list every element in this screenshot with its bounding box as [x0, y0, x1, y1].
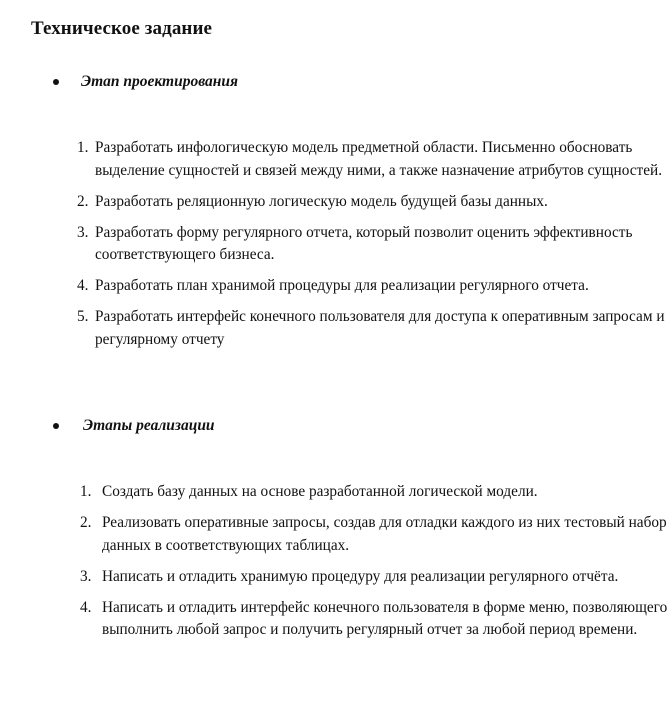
item-text: Написать и отладить интерфейс конечного пользователя в форме меню, позволяющего выполнить любой запрос и получить регулярный отчет за любой период времени.: [102, 598, 668, 638]
section-label: Этапы реализации: [83, 417, 215, 434]
item-number: 2.: [80, 514, 92, 531]
item-text: Написать и отладить хранимую процедуру для реализации регулярного отчёта.: [102, 567, 619, 585]
item-number: 4.: [77, 277, 89, 294]
list-item: [0, 481, 672, 504]
bullet-icon: [53, 79, 59, 85]
item-text: Создать базу данных на основе разработанной логической модели.: [102, 483, 538, 500]
list-item: [0, 512, 672, 557]
bullet-icon: [53, 423, 59, 429]
item-text: Реализовать оперативные запросы, создав для отладки каждого из них тестовый набор данных в соответствующих таблицах.: [102, 514, 667, 554]
item-number: 3.: [77, 223, 89, 241]
list-item: [0, 306, 672, 351]
item-text: Разработать интерфейс конечного пользователя для доступа к оперативным запросам и регулярному отчету: [95, 308, 665, 348]
section-label: Этап проектирования: [81, 73, 238, 90]
section-heading-implementation: [0, 416, 672, 440]
item-number: 3.: [80, 567, 92, 585]
list-item: [0, 275, 672, 298]
item-number: 1.: [80, 483, 92, 500]
item-text: Разработать инфологическую модель предметной области. Письменно обосновать выделение сущностей и связей между ними, а также назначение атрибутов сущностей.: [95, 139, 663, 179]
item-text: Разработать реляционную логическую модель будущей базы данных.: [95, 192, 548, 210]
list-item: [0, 137, 672, 182]
design-steps-list: [0, 137, 672, 360]
list-item: [0, 566, 672, 589]
list-item: [0, 222, 672, 267]
item-number: 4.: [80, 598, 92, 616]
item-text: Разработать план хранимой процедуры для реализации регулярного отчета.: [95, 277, 589, 294]
item-number: 5.: [77, 308, 89, 325]
implementation-steps-list: [0, 481, 672, 650]
document-title: Техническое задание: [31, 18, 213, 39]
list-item: [0, 597, 672, 642]
item-number: 1.: [77, 139, 89, 156]
list-item: [0, 191, 672, 214]
item-number: 2.: [77, 192, 89, 210]
item-text: Разработать форму регулярного отчета, который позволит оценить эффективность соответствующего бизнеса.: [95, 223, 633, 263]
section-heading-design: [0, 72, 672, 96]
